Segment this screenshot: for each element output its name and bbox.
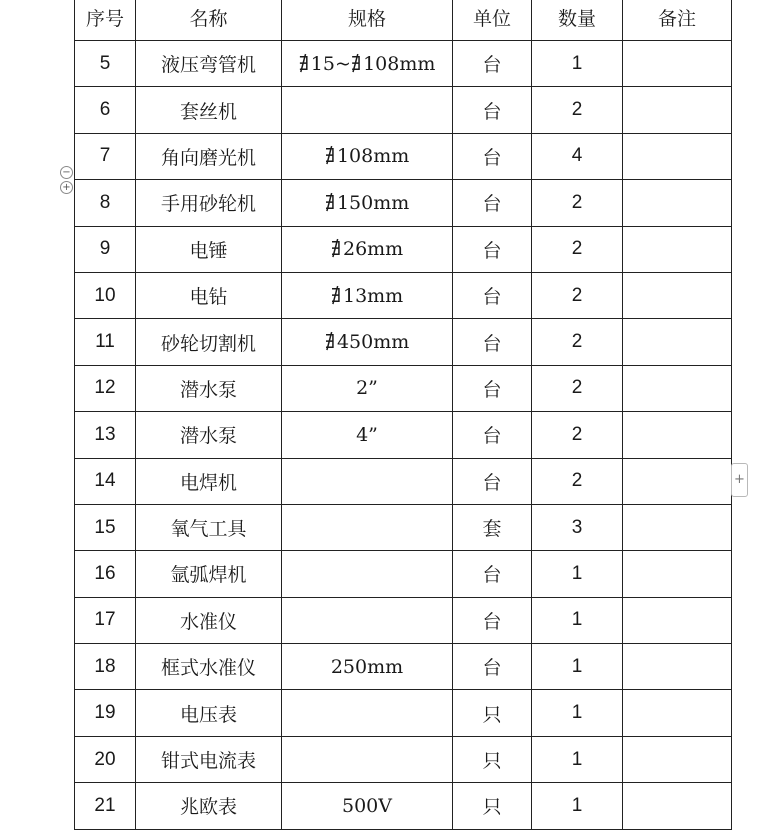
cell-quantity: 2 bbox=[532, 87, 623, 133]
cell-remark bbox=[623, 319, 732, 365]
cell-name: 电钻 bbox=[136, 272, 282, 318]
cell-remark bbox=[623, 272, 732, 318]
table-row bbox=[75, 180, 732, 226]
table-row bbox=[75, 597, 732, 643]
cell-index: 8 bbox=[75, 180, 136, 226]
cell-unit: 只 bbox=[453, 783, 532, 829]
table-row bbox=[75, 551, 732, 597]
cell-spec: 250mm bbox=[282, 644, 453, 690]
cell-remark bbox=[623, 783, 732, 829]
table-row bbox=[75, 87, 732, 133]
cell-unit: 台 bbox=[453, 272, 532, 318]
cell-remark bbox=[623, 597, 732, 643]
cell-index: 18 bbox=[75, 644, 136, 690]
cell-index: 10 bbox=[75, 272, 136, 318]
cell-spec bbox=[282, 551, 453, 597]
cell-index: 5 bbox=[75, 41, 136, 87]
cell-unit: 台 bbox=[453, 226, 532, 272]
cell-name: 电压表 bbox=[136, 690, 282, 736]
cell-unit: 台 bbox=[453, 365, 532, 411]
cell-spec: ∄ 13mm bbox=[282, 272, 453, 318]
cell-remark bbox=[623, 226, 732, 272]
cell-remark bbox=[623, 458, 732, 504]
cell-quantity: 2 bbox=[532, 412, 623, 458]
cell-index: 15 bbox=[75, 504, 136, 550]
cell-spec: ∄ 150mm bbox=[282, 180, 453, 226]
table-row bbox=[75, 412, 732, 458]
cell-quantity: 2 bbox=[532, 319, 623, 365]
header-spec: 规格 bbox=[282, 0, 453, 41]
cell-remark bbox=[623, 41, 732, 87]
cell-quantity: 1 bbox=[532, 736, 623, 782]
table-row bbox=[75, 319, 732, 365]
cell-name: 手用砂轮机 bbox=[136, 180, 282, 226]
cell-name: 潜水泵 bbox=[136, 412, 282, 458]
table-header-row bbox=[75, 0, 732, 41]
table-row bbox=[75, 458, 732, 504]
cell-remark bbox=[623, 365, 732, 411]
cell-remark bbox=[623, 736, 732, 782]
cell-name: 钳式电流表 bbox=[136, 736, 282, 782]
cell-unit: 台 bbox=[453, 412, 532, 458]
cell-quantity: 4 bbox=[532, 133, 623, 179]
header-name: 名称 bbox=[136, 0, 282, 41]
cell-spec: 4” bbox=[282, 412, 453, 458]
cell-spec bbox=[282, 458, 453, 504]
cell-unit: 台 bbox=[453, 87, 532, 133]
cell-unit: 台 bbox=[453, 644, 532, 690]
cell-name: 角向磨光机 bbox=[136, 133, 282, 179]
header-index: 序号 bbox=[75, 0, 136, 41]
cell-index: 14 bbox=[75, 458, 136, 504]
cell-spec bbox=[282, 87, 453, 133]
cell-quantity: 1 bbox=[532, 551, 623, 597]
cell-index: 6 bbox=[75, 87, 136, 133]
cell-name: 砂轮切割机 bbox=[136, 319, 282, 365]
cell-spec bbox=[282, 504, 453, 550]
table-row bbox=[75, 41, 732, 87]
cell-remark bbox=[623, 551, 732, 597]
cell-quantity: 2 bbox=[532, 226, 623, 272]
cell-index: 21 bbox=[75, 783, 136, 829]
cell-quantity: 2 bbox=[532, 180, 623, 226]
cell-spec: ∄ 26mm bbox=[282, 226, 453, 272]
cell-index: 7 bbox=[75, 133, 136, 179]
cell-remark bbox=[623, 180, 732, 226]
cell-spec: ∄ 450mm bbox=[282, 319, 453, 365]
cell-index: 9 bbox=[75, 226, 136, 272]
cell-name: 电焊机 bbox=[136, 458, 282, 504]
cell-unit: 套 bbox=[453, 504, 532, 550]
cell-name: 潜水泵 bbox=[136, 365, 282, 411]
cell-name: 套丝机 bbox=[136, 87, 282, 133]
table-row bbox=[75, 644, 732, 690]
table-row bbox=[75, 690, 732, 736]
table-row bbox=[75, 133, 732, 179]
cell-unit: 台 bbox=[453, 180, 532, 226]
cell-quantity: 1 bbox=[532, 644, 623, 690]
cell-name: 兆欧表 bbox=[136, 783, 282, 829]
cell-index: 19 bbox=[75, 690, 136, 736]
cell-spec: 500V bbox=[282, 783, 453, 829]
cell-name: 氧气工具 bbox=[136, 504, 282, 550]
add-column-icon[interactable]: + bbox=[731, 463, 748, 497]
cell-name: 氩弧焊机 bbox=[136, 551, 282, 597]
expand-row-icon[interactable]: + bbox=[60, 181, 73, 194]
cell-spec bbox=[282, 690, 453, 736]
cell-unit: 台 bbox=[453, 133, 532, 179]
cell-remark bbox=[623, 504, 732, 550]
equipment-table bbox=[74, 0, 732, 830]
header-quantity: 数量 bbox=[532, 0, 623, 41]
table-row bbox=[75, 365, 732, 411]
cell-index: 13 bbox=[75, 412, 136, 458]
cell-unit: 台 bbox=[453, 597, 532, 643]
table-row bbox=[75, 736, 732, 782]
cell-quantity: 2 bbox=[532, 365, 623, 411]
cell-index: 20 bbox=[75, 736, 136, 782]
cell-name: 电锤 bbox=[136, 226, 282, 272]
cell-remark bbox=[623, 412, 732, 458]
cell-name: 框式水准仪 bbox=[136, 644, 282, 690]
cell-quantity: 1 bbox=[532, 597, 623, 643]
collapse-row-icon[interactable]: − bbox=[60, 166, 73, 179]
cell-remark bbox=[623, 644, 732, 690]
cell-quantity: 1 bbox=[532, 41, 623, 87]
cell-index: 11 bbox=[75, 319, 136, 365]
cell-quantity: 1 bbox=[532, 690, 623, 736]
cell-name: 液压弯管机 bbox=[136, 41, 282, 87]
table-row bbox=[75, 783, 732, 829]
cell-index: 17 bbox=[75, 597, 136, 643]
cell-remark bbox=[623, 87, 732, 133]
cell-spec: ∄ 108mm bbox=[282, 133, 453, 179]
cell-unit: 台 bbox=[453, 551, 532, 597]
cell-spec bbox=[282, 597, 453, 643]
header-remark: 备注 bbox=[623, 0, 732, 41]
cell-remark bbox=[623, 133, 732, 179]
cell-unit: 台 bbox=[453, 458, 532, 504]
cell-unit: 只 bbox=[453, 736, 532, 782]
cell-name: 水准仪 bbox=[136, 597, 282, 643]
cell-spec: ∄ 15~∄ 108mm bbox=[282, 41, 453, 87]
cell-index: 16 bbox=[75, 551, 136, 597]
cell-index: 12 bbox=[75, 365, 136, 411]
cell-spec bbox=[282, 736, 453, 782]
cell-spec: 2” bbox=[282, 365, 453, 411]
header-unit: 单位 bbox=[453, 0, 532, 41]
table-row bbox=[75, 226, 732, 272]
cell-quantity: 2 bbox=[532, 458, 623, 504]
table-row bbox=[75, 504, 732, 550]
table-row bbox=[75, 272, 732, 318]
cell-unit: 台 bbox=[453, 319, 532, 365]
cell-unit: 台 bbox=[453, 41, 532, 87]
cell-unit: 只 bbox=[453, 690, 532, 736]
cell-quantity: 3 bbox=[532, 504, 623, 550]
cell-quantity: 1 bbox=[532, 783, 623, 829]
cell-remark bbox=[623, 690, 732, 736]
cell-quantity: 2 bbox=[532, 272, 623, 318]
